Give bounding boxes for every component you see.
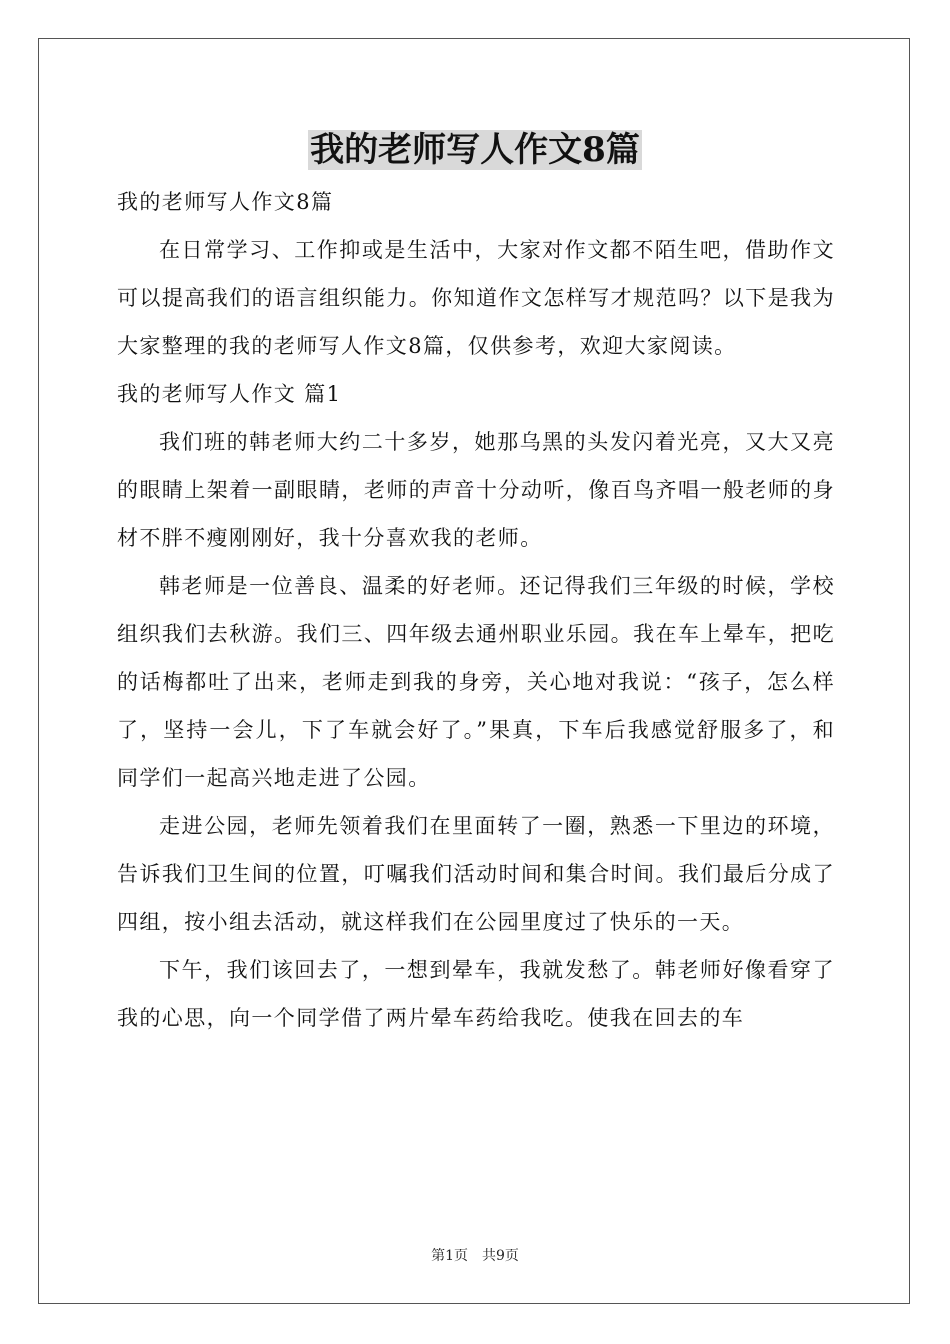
body-paragraph-1: 我们班的韩老师大约二十多岁，她那乌黑的头发闪着光亮，又大又亮的眼睛上架着一副眼睛，老师的声音十分动听，像百鸟齐唱一般老师的身材不胖不瘦刚刚好，我十分喜欢我的老师。 [117,430,835,550]
body-paragraph-2: 韩老师是一位善良、温柔的好老师。还记得我们三年级的时候，学校组织我们去秋游。我们三、四年级去通州职业乐园。我在车上晕车，把吃的话梅都吐了出来，老师走到我的身旁，关心地对我说：“孩子，怎么样了，坚持一会儿，下了车就会好了。”果真，下车后我感觉舒服多了，和同学们一起高兴地走进了公园。 [117,574,835,790]
document-title [0,128,950,172]
body-paragraph-4: 下午，我们该回去了，一想到晕车，我就发愁了。韩老师好像看穿了我的心思，向一个同学借了两片晕车药给我吃。使我在回去的车 [117,958,835,1030]
body-paragraph-3: 走进公园，老师先领着我们在里面转了一圈，熟悉一下里边的环境，告诉我们卫生间的位置，叮嘱我们活动时间和集合时间。我们最后分成了四组，按小组去活动，就这样我们在公园里度过了快乐的一天。 [117,814,835,934]
page-footer [0,1246,950,1266]
page-number: 第1页 共9页 [431,1248,519,1264]
document-title-text: 我的老师写人作文8篇 [310,130,640,170]
document-body [117,178,835,1042]
intro-paragraph: 在日常学习、工作抑或是生活中，大家对作文都不陌生吧，借助作文可以提高我们的语言组织能力。你知道作文怎样写才规范吗？以下是我为大家整理的我的老师写人作文8篇，仅供参考，欢迎大家阅读。 [117,238,835,358]
section-heading: 我的老师写人作文 篇1 [117,382,342,406]
document-subtitle: 我的老师写人作文8篇 [117,190,334,214]
